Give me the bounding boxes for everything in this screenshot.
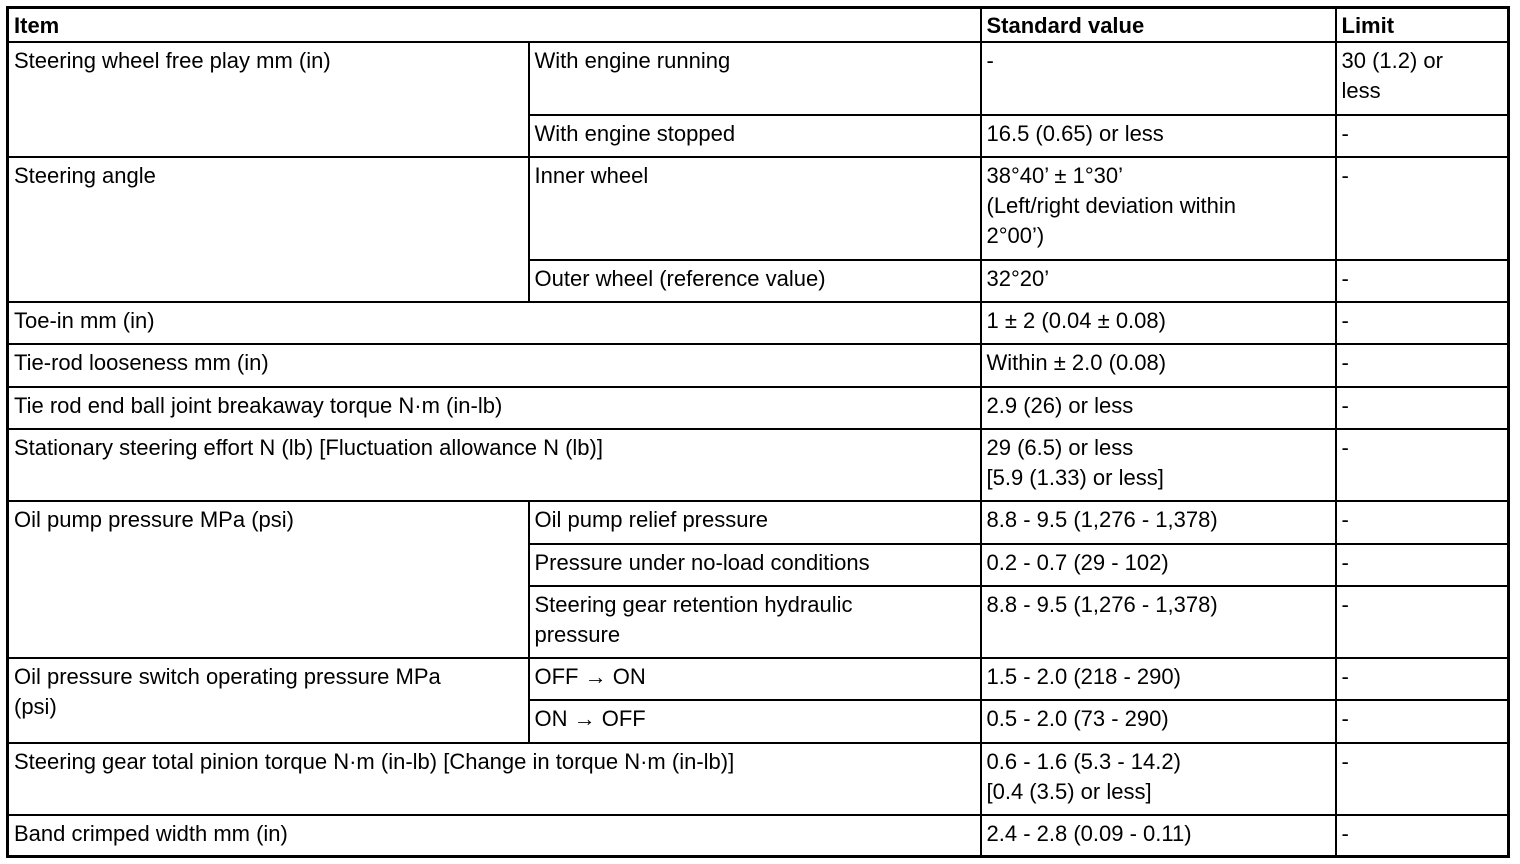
limit-cell: 30 (1.2) or less [1336, 42, 1509, 115]
table-row [8, 344, 1509, 387]
item-cell: Oil pump pressure MPa (psi) [8, 501, 529, 658]
table-row [8, 658, 1509, 700]
standard-value-cell: Within ± 2.0 (0.08) [981, 344, 1336, 387]
standard-value-cell: 2.9 (26) or less [981, 387, 1336, 429]
item-cell: Steering wheel free play mm (in) [8, 42, 529, 157]
standard-value-cell: 1.5 - 2.0 (218 - 290) [981, 658, 1336, 700]
specification-table [6, 6, 1510, 858]
standard-value-cell: 16.5 (0.65) or less [981, 115, 1336, 157]
standard-value-cell: 8.8 - 9.5 (1,276 - 1,378) [981, 501, 1336, 544]
sub-item-cell: With engine running [529, 42, 981, 115]
standard-value-cell: 2.4 - 2.8 (0.09 - 0.11) [981, 815, 1336, 857]
table-row [8, 501, 1509, 544]
sub-item-cell: Outer wheel (reference value) [529, 260, 981, 302]
table-row [8, 743, 1509, 815]
standard-value-cell: 0.6 - 1.6 (5.3 - 14.2) [0.4 (3.5) or less] [981, 743, 1336, 815]
table-row [8, 42, 1509, 115]
standard-value-cell: 0.2 - 0.7 (29 - 102) [981, 544, 1336, 586]
table-row [8, 815, 1509, 857]
standard-value-cell: 8.8 - 9.5 (1,276 - 1,378) [981, 586, 1336, 658]
limit-cell: - [1336, 815, 1509, 857]
header-standard-value: Standard value [981, 8, 1336, 42]
item-cell: Steering gear total pinion torque N·m (in-lb) [Change in torque N·m (in-lb)] [8, 743, 981, 815]
limit-cell: - [1336, 743, 1509, 815]
sub-item-cell: With engine stopped [529, 115, 981, 157]
sub-item-cell: Oil pump relief pressure [529, 501, 981, 544]
limit-cell: - [1336, 501, 1509, 544]
standard-value-cell: 32°20’ [981, 260, 1336, 302]
sub-item-cell: Steering gear retention hydraulic pressure [529, 586, 981, 658]
limit-cell: - [1336, 302, 1509, 344]
header-row [8, 8, 1509, 42]
sub-item-cell: Inner wheel [529, 157, 981, 260]
table-row [8, 302, 1509, 344]
item-cell: Stationary steering effort N (lb) [Fluctuation allowance N (lb)] [8, 429, 981, 501]
limit-cell: - [1336, 586, 1509, 658]
item-cell: Toe-in mm (in) [8, 302, 981, 344]
sub-item-cell: OFF → ON [529, 658, 981, 700]
limit-cell: - [1336, 429, 1509, 501]
limit-cell: - [1336, 115, 1509, 157]
item-cell: Tie-rod looseness mm (in) [8, 344, 981, 387]
standard-value-cell: 1 ± 2 (0.04 ± 0.08) [981, 302, 1336, 344]
limit-cell: - [1336, 387, 1509, 429]
limit-cell: - [1336, 344, 1509, 387]
table-row [8, 387, 1509, 429]
standard-value-cell: 38°40’ ± 1°30’ (Left/right deviation within 2°00’) [981, 157, 1336, 260]
item-cell: Steering angle [8, 157, 529, 302]
limit-cell: - [1336, 157, 1509, 260]
header-item: Item [8, 8, 981, 42]
table-row [8, 429, 1509, 501]
table-row [8, 157, 1509, 260]
sub-item-cell: Pressure under no-load conditions [529, 544, 981, 586]
limit-cell: - [1336, 544, 1509, 586]
limit-cell: - [1336, 658, 1509, 700]
standard-value-cell: 0.5 - 2.0 (73 - 290) [981, 700, 1336, 743]
header-limit: Limit [1336, 8, 1509, 42]
sub-item-cell: ON → OFF [529, 700, 981, 743]
item-cell: Tie rod end ball joint breakaway torque N·m (in-lb) [8, 387, 981, 429]
item-cell: Band crimped width mm (in) [8, 815, 981, 857]
item-cell: Oil pressure switch operating pressure MPa (psi) [8, 658, 529, 743]
standard-value-cell: 29 (6.5) or less [5.9 (1.33) or less] [981, 429, 1336, 501]
limit-cell: - [1336, 700, 1509, 743]
limit-cell: - [1336, 260, 1509, 302]
standard-value-cell: - [981, 42, 1336, 115]
